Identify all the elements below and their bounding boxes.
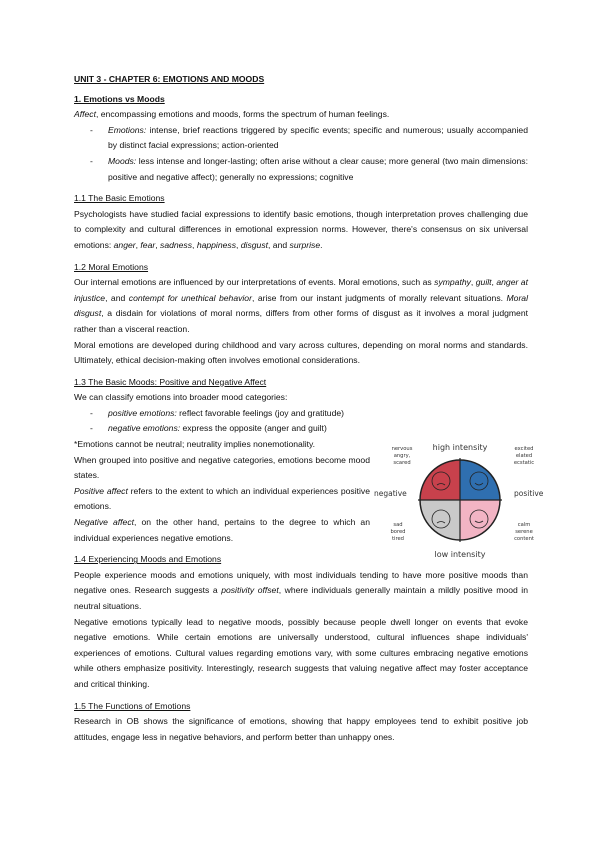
paragraph: Psychologists have studied facial expressions to identify basic emotions, though interpretation proves challenging due to complexity and cultural differences in emotional expression norms. However, there's consensus on six universal emotions: anger, fear, sadness, happiness, disgust, and surprise. — [74, 208, 528, 250]
label-low-intensity: low intensity — [434, 550, 486, 559]
bl-word: tired — [392, 536, 404, 542]
list-item: - negative emotions: express the opposite (anger and guilt) — [108, 421, 528, 437]
br-word: serene — [515, 529, 533, 535]
document-title: UNIT 3 - CHAPTER 6: EMOTIONS AND MOODS — [74, 74, 265, 84]
label-high-intensity: high intensity — [432, 443, 488, 452]
section-heading-basic-emotions: 1.1 The Basic Emotions — [74, 193, 165, 204]
paragraph: When grouped into positive and negative categories, emotions become mood states. — [74, 454, 370, 481]
list-item: - positive emotions: reflect favorable feelings (joy and gratitude) — [108, 406, 528, 422]
tr-word: elated — [515, 453, 533, 459]
tl-word: angry, — [393, 453, 411, 459]
bullet-list — [74, 123, 528, 185]
mood-circle-figure — [372, 436, 548, 562]
paragraph: Negative emotions typically lead to negative moods, possibly because people dwell longer on events that evoke negative emotions. While certain emotions are universally understood, cultural influences shape individuals' experiences of emotions. Cultural values regarding emotions vary, with some cultures embracing negative emotions while others emphasize positivity. Interestingly, research suggests that valuing negative affect may foster acceptance and critical thinking. — [74, 616, 528, 689]
br-word: content — [514, 536, 534, 542]
tr-word: excited — [514, 446, 534, 452]
paragraph: Research in OB shows the significance of emotions, showing that happy employees tend to exhibit positive job attitudes, engage less in negative behaviors, and perform better than unhappy ones. — [74, 716, 528, 742]
paragraph: Moral emotions are developed during childhood and vary across cultures, depending on moral norms and standards. Ultimately, ethical decision-making often involves emotional considerations. — [74, 339, 528, 366]
label-negative: negative — [374, 489, 407, 498]
section-heading-basic-moods: 1.3 The Basic Moods: Positive and Negative Affect — [74, 376, 267, 387]
paragraph: Negative affect, on the other hand, pertains to the degree to which an individual experiences negative emotions. — [74, 517, 370, 543]
section-heading-functions-of-emotions: 1.5 The Functions of Emotions — [74, 700, 191, 711]
section-heading-emotions-vs-moods: 1. Emotions vs Moods — [74, 93, 165, 104]
note: *Emotions cannot be neutral; neutrality implies nonemotionality. — [74, 439, 316, 450]
bl-word: bored — [390, 529, 406, 535]
document-page — [74, 70, 528, 745]
narrow-column — [74, 437, 370, 546]
paragraph: We can classify emotions into broader mood categories: — [74, 392, 288, 403]
label-positive: positive — [514, 489, 544, 498]
tl-word: scared — [393, 460, 411, 466]
paragraph: Positive affect refers to the extent to which an individual experiences positive emotions. — [74, 485, 370, 512]
section-heading-experiencing-moods: 1.4 Experiencing Moods and Emotions — [74, 554, 222, 565]
bl-word: sad — [393, 522, 403, 528]
br-word: calm — [517, 522, 531, 528]
section-heading-moral-emotions: 1.2 Moral Emotions — [74, 261, 149, 272]
paragraph: People experience moods and emotions uniquely, with most individuals tending to have more positive moods than negative ones. Research suggests a positivity offset, where individuals generally maintain a mildly positive mood in neutral situations. — [74, 569, 528, 611]
paragraph: Affect, encompassing emotions and moods, forms the spectrum of human feelings. — [74, 109, 390, 120]
bullet-list — [74, 406, 528, 437]
tl-word: nervous — [391, 446, 413, 452]
paragraph: Our internal emotions are influenced by our interpretations of events. Moral emotions, such as sympathy, guilt, anger at injustice, and contempt for unethical behavior, arise from our instant judgments of morally relevant situations. Moral disgust, a disdain for violations of moral norms, differs from other forms of disgust as it involves a moral judgment rather than a visceral reaction. — [74, 277, 528, 334]
list-item: - Moods: less intense and longer-lasting; often arise without a clear cause; more general (two main dimensions: positive and negative affect); generally no expressions; cognitive — [108, 154, 528, 185]
tr-word: ecstatic — [513, 460, 535, 466]
list-item: - Emotions: intense, brief reactions triggered by specific events; specific and numerous; usually accompanied by distinct facial expressions; action-oriented — [108, 123, 528, 154]
